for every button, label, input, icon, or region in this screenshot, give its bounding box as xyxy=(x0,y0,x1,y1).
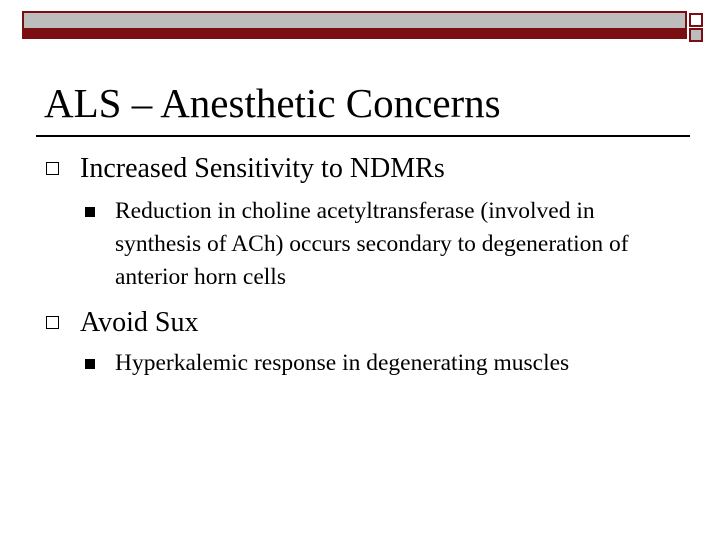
title-divider xyxy=(36,135,690,137)
hollow-square-bullet-icon xyxy=(46,162,59,175)
slide-title: ALS – Anesthetic Concerns xyxy=(44,80,501,126)
band-stripe xyxy=(24,28,685,37)
top-decorative-band xyxy=(22,11,687,39)
sub-bullet-text: Hyperkalemic response in degenerating muscles xyxy=(115,350,570,376)
filled-square-bullet-icon xyxy=(85,359,95,369)
bullet-text: Avoid Sux xyxy=(80,307,199,338)
hollow-square-bullet-icon xyxy=(46,316,59,329)
filled-square-bullet-icon xyxy=(85,207,95,217)
corner-square-decoration xyxy=(689,28,703,42)
sub-bullet-text: Reduction in choline acetyltransferase (involved in synthesis of ACh) occurs secondary to degeneration of anterior horn cells xyxy=(115,198,629,290)
bullet-text: Increased Sensitivity to NDMRs xyxy=(80,153,445,184)
corner-square-decoration xyxy=(689,13,703,27)
